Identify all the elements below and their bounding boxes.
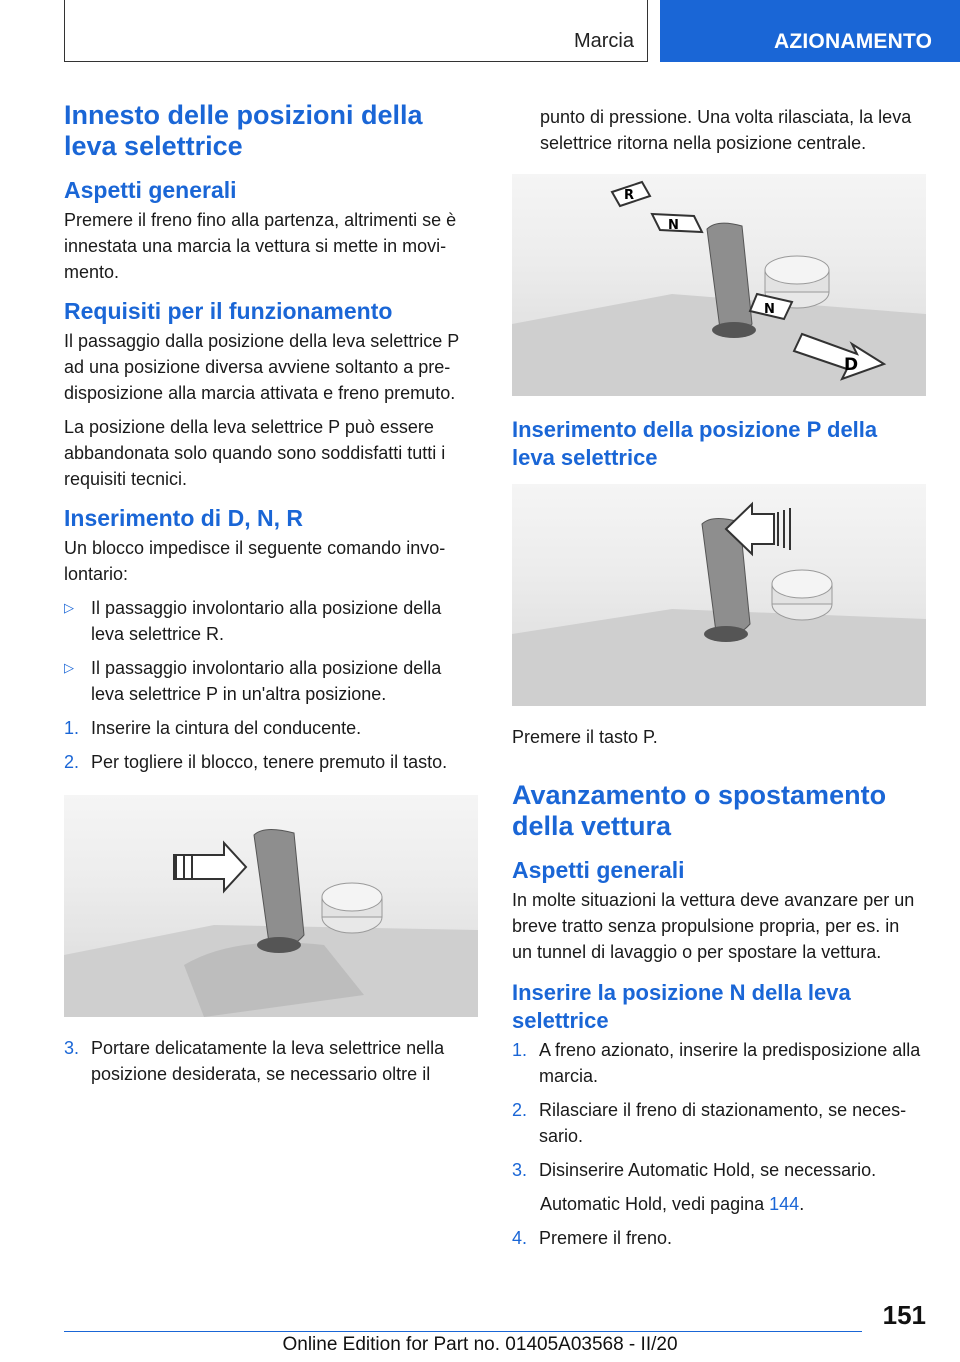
left-column <box>64 100 476 1095</box>
step-item: 1. Inserire la cintura del conducente. <box>64 718 362 738</box>
fig-label-r: R <box>624 188 635 203</box>
chapter-tab-label: AZIONAMENTO <box>774 30 933 53</box>
page-number: 151 <box>882 1300 926 1330</box>
figure-unlock-button <box>64 795 478 1017</box>
step-item: 3. Disinserire Automatic Hold, se necessario. <box>512 1160 877 1180</box>
section-title: Marcia <box>573 30 634 52</box>
heading-dnr: Inserimento di D, N, R <box>64 505 303 531</box>
step-item: 2. Rilasciare il freno di stazionamento, se neces-sario. <box>512 1100 907 1146</box>
para-requirements-1: Il passaggio dalla posizione della leva selettrice P ad una posizione diversa avviene soltanto a pre-disposizione alla marcia attivata e freno premuto. <box>64 331 459 403</box>
figure-gear-positions <box>512 174 926 396</box>
triangle-bullet-icon: ▷ <box>64 600 74 615</box>
heading-general-right: Aspetti generali <box>512 857 685 883</box>
page-title: Innesto delle posizioni della leva selettrice <box>64 100 423 161</box>
bullet-item: ▷ Il passaggio involontario alla posizione della leva selettrice P in un'altra posizione. <box>64 655 476 707</box>
para-general: Premere il freno fino alla partenza, altrimenti se è innestata una marcia la vettura si mette in movi-mento. <box>64 210 457 282</box>
figure-p-button <box>512 484 926 706</box>
fig-label-d: D <box>844 355 859 375</box>
fig-label-n-top: N <box>668 218 679 233</box>
header-frame <box>64 0 648 62</box>
step-item: 2. Per togliere il blocco, tenere premuto il tasto. <box>64 752 448 772</box>
gear-positions-illustration <box>512 174 926 396</box>
heading-general: Aspetti generali <box>64 177 237 203</box>
step-item: 3. Portare delicatamente la leva selettrice nella posizione desiderata, se necessario oltre il <box>64 1038 445 1084</box>
para-continuation: punto di pressione. Una volta rilasciata, la leva selettrice ritorna nella posizione centrale. <box>540 107 912 153</box>
step-item: 1. A freno azionato, inserire la predisposizione alla marcia. <box>512 1040 921 1086</box>
fig-label-n-bottom: N <box>764 302 775 317</box>
triangle-bullet-icon: ▷ <box>64 660 74 675</box>
para-requirements-2: La posizione della leva selettrice P può essere abbandonata solo quando sono soddisfatti tutti i requisiti tecnici. <box>64 417 446 489</box>
para-general-right: In molte situazioni la vettura deve avanzare per un breve tratto senza propulsione propria, per es. in un tunnel di lavaggio o per spostare la vettura. <box>512 890 915 962</box>
page-reference-link[interactable]: 144 <box>769 1194 800 1214</box>
para-dnr: Un blocco impedisce il seguente comando invo-lontario: <box>64 538 446 584</box>
para-press-p: Premere il tasto P. <box>512 727 658 747</box>
heading-p-position: Inserimento della posizione P della leva selettrice <box>512 417 878 470</box>
footer-divider <box>64 1331 862 1332</box>
chapter-tab <box>660 0 960 62</box>
step-item: 4. Premere il freno. <box>512 1228 673 1248</box>
heading-requirements: Requisiti per il funzionamento <box>64 298 393 324</box>
heading-advance: Avanzamento o spostamento della vettura <box>512 780 887 841</box>
gear-lever-illustration <box>64 795 478 1017</box>
footer-edition: Online Edition for Part no. 01405A03568 - II/20 <box>282 1334 678 1355</box>
automatic-hold-note: Automatic Hold, vedi pagina 144. <box>540 1194 805 1214</box>
p-button-illustration <box>512 484 926 706</box>
right-column <box>512 104 924 1259</box>
bullet-item: ▷ Il passaggio involontario alla posizione della leva selettrice R. <box>64 595 476 647</box>
heading-n-position: Inserire la posizione N della leva selettrice <box>512 980 851 1033</box>
